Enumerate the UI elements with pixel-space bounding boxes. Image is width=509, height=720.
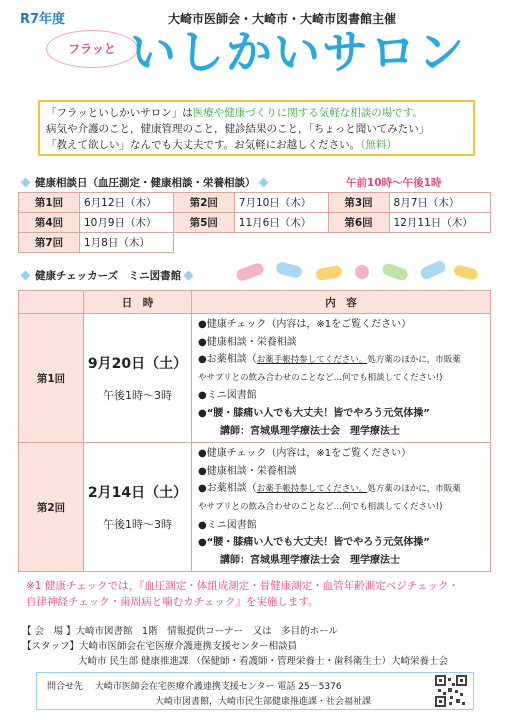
- pill-icon: [453, 264, 479, 281]
- intro-free: （無料）: [360, 139, 397, 151]
- round-date: 1月8日（木）: [80, 233, 174, 253]
- checkers-heading: [18, 268, 198, 283]
- item-medicine-cont: やサプリとの飲み合わせのことなど…何でも相談してください!): [198, 372, 443, 383]
- venue-info: [22, 624, 502, 669]
- page-title: いしかいサロン: [130, 25, 466, 79]
- header-blank: [19, 291, 84, 314]
- header-date: 日 時: [84, 291, 192, 314]
- diamond-icon: [21, 178, 31, 188]
- year-label: R7年度: [20, 12, 66, 27]
- table-row: [19, 193, 491, 213]
- intro-box: [38, 100, 475, 156]
- speech-bubble: [46, 30, 138, 68]
- schedule-heading-text: 健康相談日（血圧測定・健康相談・栄養相談）: [35, 177, 256, 189]
- item-medicine-more: 処方薬のほかに，市販薬: [367, 484, 461, 495]
- session-content: [192, 443, 491, 572]
- item-lecturer: 講師：宮城県理学療法士会 理学療法士: [220, 554, 400, 566]
- venue-line2: 【スタッフ】大崎市医師会在宅医療介護連携支援センター相談員: [22, 641, 298, 652]
- pill-icon: [235, 262, 265, 283]
- round-date: 10月9日（木）: [80, 213, 174, 233]
- intro-line1a: 「フラッといしかいサロン」は: [46, 107, 193, 119]
- item-exercise: ●“腰・膝痛い人でも大丈夫！皆でやろう元気体操”: [198, 407, 430, 419]
- item-exercise: ●“腰・膝痛い人でも大丈夫！皆でやろう元気体操”: [198, 537, 430, 549]
- bubble-text: フラッと: [68, 42, 116, 56]
- organizer-text: 大崎市医師会・大崎市・大崎市図書館主催: [168, 12, 397, 26]
- round-label: 第2回: [173, 193, 234, 213]
- item-lecturer: 講師：宮城県理学療法士会 理学療法士: [220, 425, 400, 437]
- item-consult: ●健康相談・栄養相談: [198, 336, 297, 348]
- venue-line1: 【 会 場 】大崎市図書館 1階 情報提供コーナー 又は 多目的ホール: [22, 626, 338, 637]
- checkers-heading-text: 健康チェッカーズ ミニ図書館: [35, 270, 182, 282]
- pill-icon: [381, 262, 410, 282]
- round-date: 11月6日（木）: [234, 213, 328, 233]
- item-consult: ●健康相談・栄養相談: [198, 465, 297, 477]
- session-date-cell: [84, 314, 192, 443]
- item-medicine: ●お薬相談（: [198, 354, 257, 366]
- round-date: 6月12日（木）: [80, 193, 174, 213]
- pill-icon: [315, 265, 343, 281]
- pills-illustration: [232, 258, 482, 286]
- table-header-row: [19, 291, 491, 314]
- schedule-table: [18, 192, 491, 253]
- schedule-heading: [18, 175, 273, 190]
- round-date: 7月10日（木）: [234, 193, 328, 213]
- footnote-line2: 自律神経チェック・歯周病と噛むカチェック』を実施します。: [26, 596, 319, 608]
- diamond-icon: [258, 178, 268, 188]
- round-label: 第1回: [19, 193, 80, 213]
- qr-code-icon[interactable]: [435, 675, 467, 707]
- item-medicine-note: お薬手帳持参してください。: [256, 355, 368, 366]
- item-medicine: ●お薬相談（: [198, 483, 257, 495]
- session-date: 9月20日（土）: [87, 356, 188, 373]
- footnote-line1: ※1 健康チェックでは，『血圧測定・体組成測定・骨健康測定・血管年齢測定ベジチェック・: [26, 580, 459, 592]
- round-label: 第7回: [19, 233, 80, 253]
- empty-cell: [173, 233, 490, 253]
- round-label: 第4回: [19, 213, 80, 233]
- item-medicine-cont: やサプリとの飲み合わせのことなど…何でも相談してください!): [198, 501, 443, 512]
- session-date: 2月14日（土）: [87, 485, 188, 502]
- table-row: [19, 233, 491, 253]
- intro-line3a: 「教えて欲しい」なんでも大丈夫です。お気軽にお越しください。: [46, 139, 361, 151]
- contact-line1: 問合せ先 大崎市医師会在宅医療介護連携支援センター 電話 25－5376: [47, 682, 342, 692]
- round-label: 第2回: [19, 443, 84, 572]
- pill-icon: [419, 259, 448, 281]
- contact-box: [36, 672, 474, 710]
- table-row: [19, 213, 491, 233]
- item-check: ●健康チェック（内容は，※1をご覧ください）: [198, 448, 412, 460]
- schedule-time: 午前10時～午後1時: [346, 177, 442, 189]
- footnote: [26, 578, 486, 610]
- round-date: 8月7日（木）: [389, 193, 490, 213]
- session-date-cell: [84, 443, 192, 572]
- contact-line2: 大崎市図書館，大崎市民生部健康推進課・社会福祉課: [155, 697, 372, 707]
- checkers-table: [18, 290, 491, 572]
- round-date: 12月11日（木）: [389, 213, 490, 233]
- item-medicine-more: 処方薬のほかに，市販薬: [367, 355, 461, 366]
- round-label: 第6回: [328, 213, 389, 233]
- table-row: [19, 443, 491, 572]
- intro-line2: 病気や介護のこと，健康管理のこと，健診結果のこと，「ちょっと聞いてみたい」: [46, 123, 430, 135]
- session-content: [192, 314, 491, 443]
- round-label: 第1回: [19, 314, 84, 443]
- diamond-icon: [184, 271, 194, 281]
- round-label: 第3回: [328, 193, 389, 213]
- pill-icon: [275, 261, 303, 279]
- diamond-icon: [21, 271, 31, 281]
- round-label: 第5回: [173, 213, 234, 233]
- intro-line1b: 医療や健康づくりに関する気軽な相談の場です。: [192, 107, 423, 119]
- table-row: [19, 314, 491, 443]
- session-time: 午後1時～3時: [103, 518, 172, 532]
- session-time: 午後1時～3時: [103, 389, 172, 403]
- header-content: 内 容: [192, 291, 491, 314]
- venue-line3: 大崎市 民生部 健康推進課 （保健師・看護師・管理栄養士・歯科衛生士）大崎栄養士会: [78, 656, 449, 667]
- item-library: ●ミニ図書館: [198, 390, 257, 402]
- pill-icon: [355, 265, 369, 279]
- item-medicine-note: お薬手帳持参してください。: [256, 484, 368, 495]
- item-check: ●健康チェック（内容は，※1をご覧ください）: [198, 319, 412, 330]
- item-library: ●ミニ図書館: [198, 519, 257, 531]
